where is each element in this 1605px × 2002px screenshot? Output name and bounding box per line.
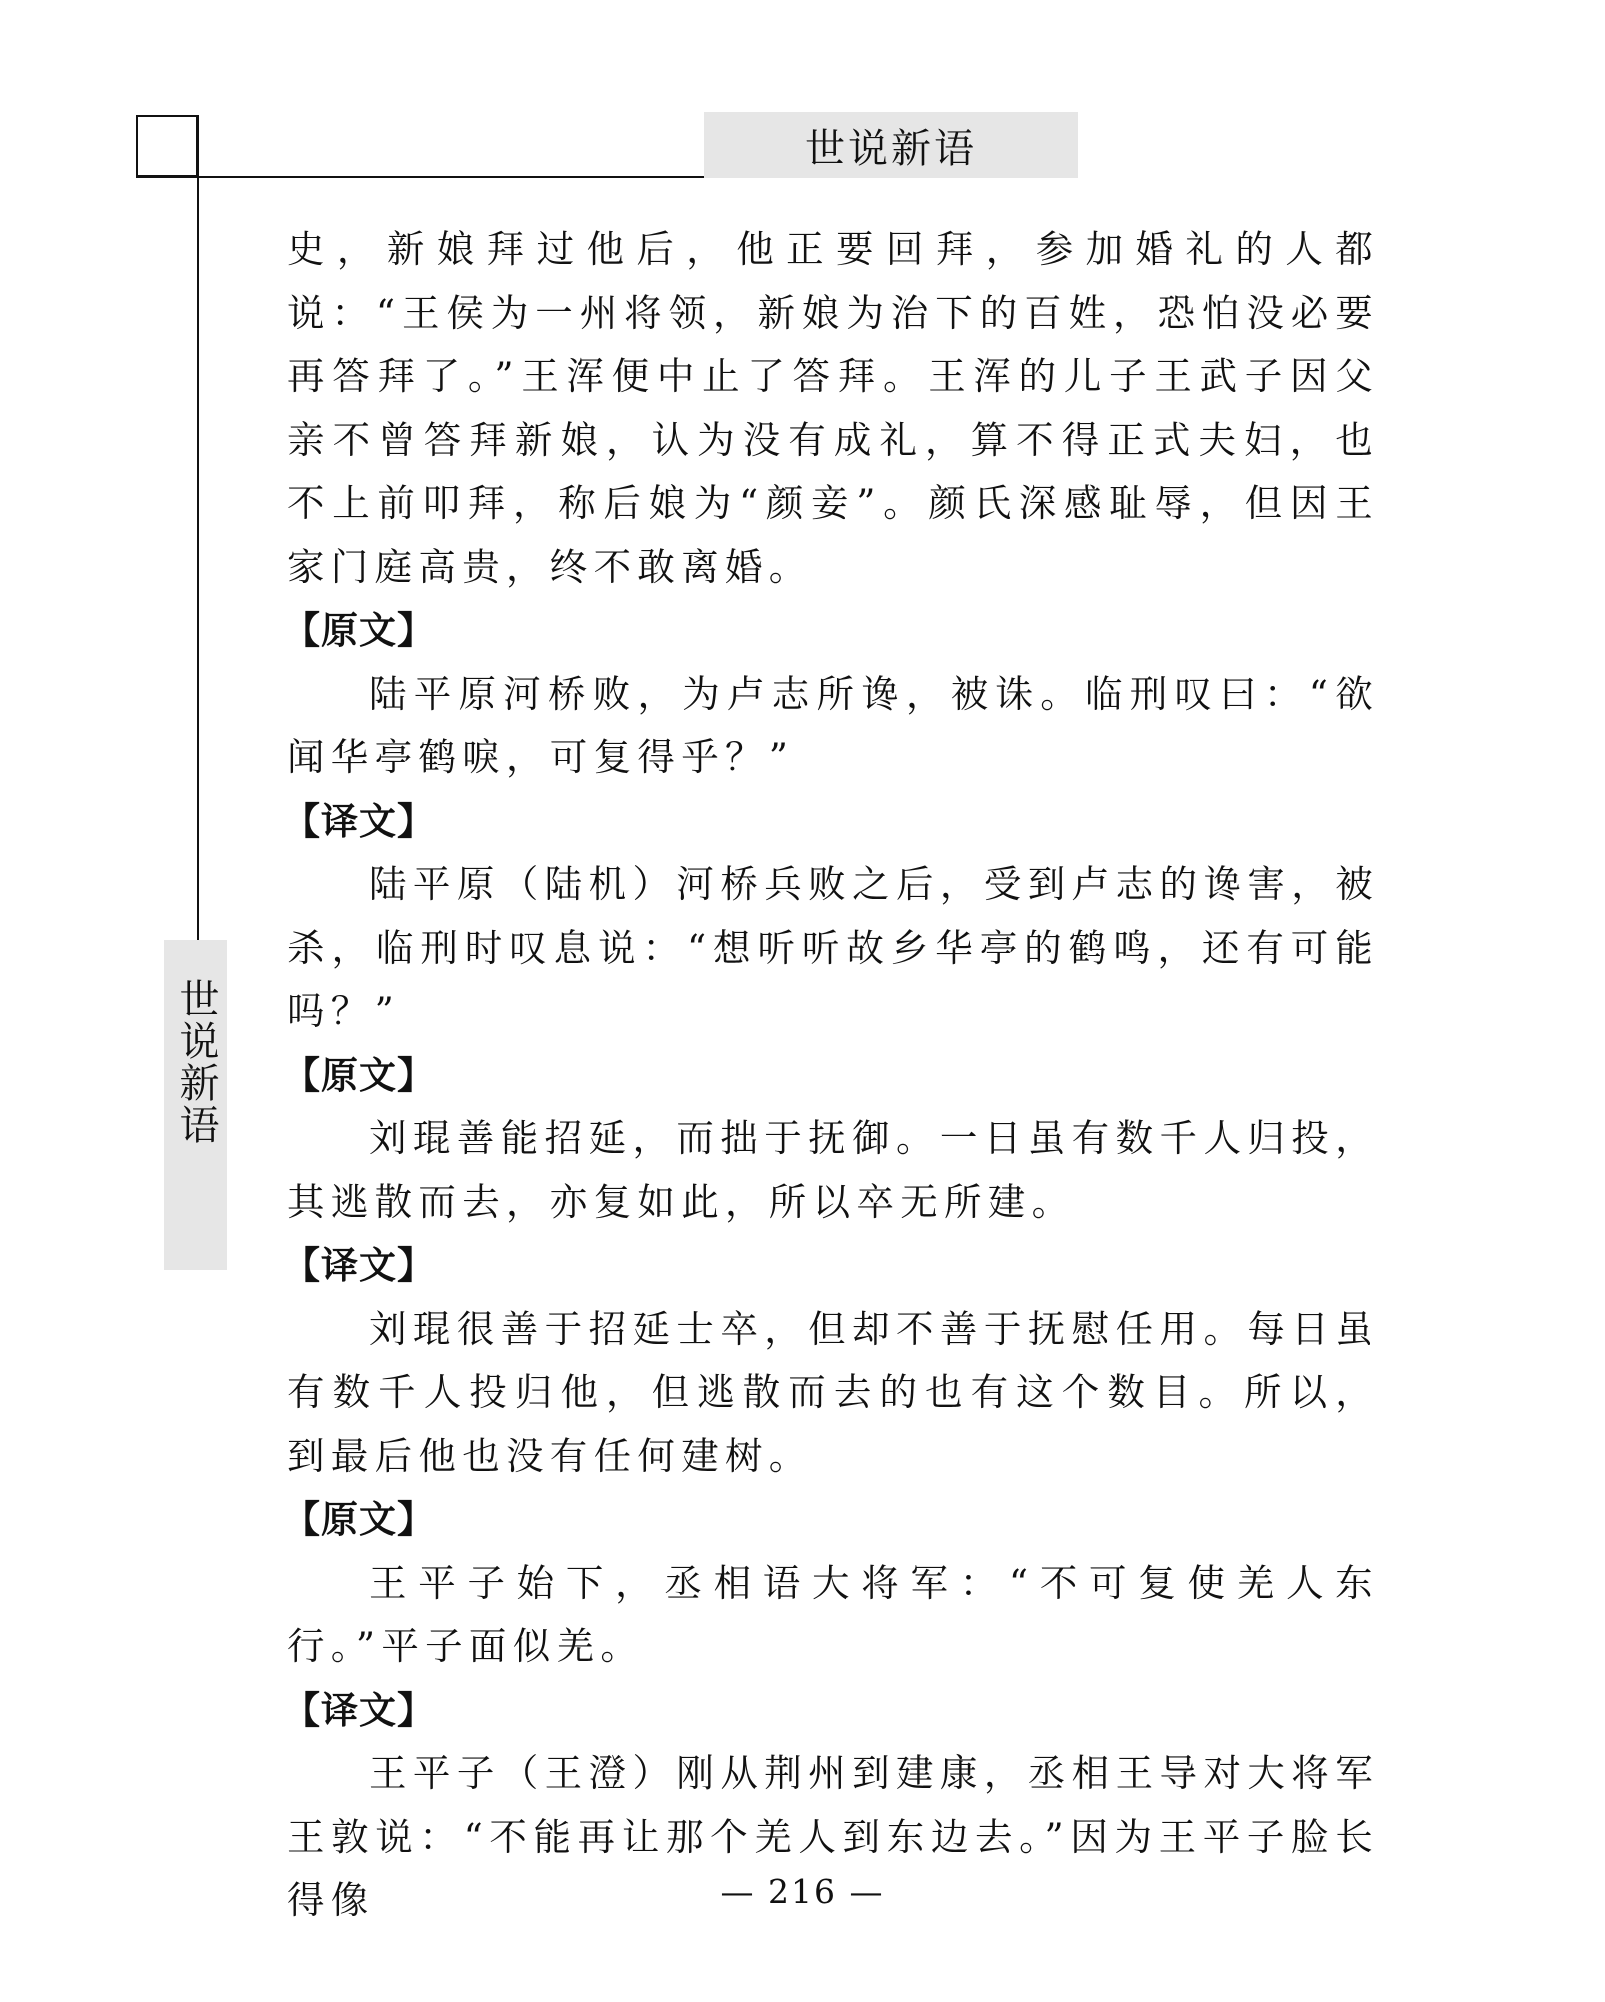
section-label-translation-1: 【译文】 bbox=[283, 799, 435, 843]
page-number: — 216 — bbox=[720, 1872, 885, 1911]
section-label-original-1: 【原文】 bbox=[283, 609, 435, 652]
continued-paragraph: 史，新娘拜过他后，他正要回拜，参加婚礼的人都说：“王侯为一州将领，新娘为治下的百姓，恐怕没必要再答拜了。”王浑便中止了答拜。王浑的儿子王武子因父亲不曾答拜新娘，认为没有成礼，算不得正式夫妇，也不上前叩拜，称后娘为“颜妾”。颜氏深感耻辱，但因王家门庭高贵，终不敢离婚。 bbox=[287, 227, 1379, 589]
side-tab bbox=[164, 940, 227, 1270]
section-text-original-1: 陆平原河桥败，为卢志所谗，被诛。临刑叹曰：“欲闻华亭鹤唳，可复得乎？” bbox=[287, 671, 1379, 779]
section-text-original-3: 王平子始下，丞相语大将军：“不可复使羌人东行。”平子面似羌。 bbox=[287, 1560, 1379, 1668]
side-tab-title: 世说新语 bbox=[173, 978, 219, 1146]
section-text-original-2: 刘琨善能招延，而拙于抚御。一日虽有数千人归投，其逃散而去，亦复如此，所以卒无所建。 bbox=[287, 1116, 1379, 1224]
header-rule bbox=[136, 176, 704, 178]
section-label-translation-3: 【译文】 bbox=[283, 1688, 435, 1732]
running-header bbox=[704, 112, 1078, 178]
corner-decoration bbox=[136, 115, 198, 177]
section-text-translation-1: 陆平原（陆机）河桥兵败之后，受到卢志的谗害，被杀，临刑时叹息说：“想听听故乡华亭的鹤鸣，还有可能吗？” bbox=[287, 862, 1379, 1033]
margin-rule bbox=[197, 115, 199, 940]
section-text-translation-2: 刘琨很善于招延士卒，但却不善于抚慰任用。每日虽有数千人投归他，但逃散而去的也有这个数目。所以，到最后他也没有任何建树。 bbox=[287, 1306, 1379, 1478]
page-body bbox=[283, 218, 1379, 1933]
section-label-translation-2: 【译文】 bbox=[283, 1244, 435, 1287]
running-header-title: 世说新语 bbox=[805, 125, 977, 172]
section-text-translation-3: 王平子（王澄）刚从荆州到建康，丞相王导对大将军王敦说：“不能再让那个羌人到东边去。”因为王平子脸长得像 bbox=[287, 1751, 1379, 1922]
section-label-original-2: 【原文】 bbox=[283, 1053, 435, 1097]
section-label-original-3: 【原文】 bbox=[283, 1498, 435, 1541]
